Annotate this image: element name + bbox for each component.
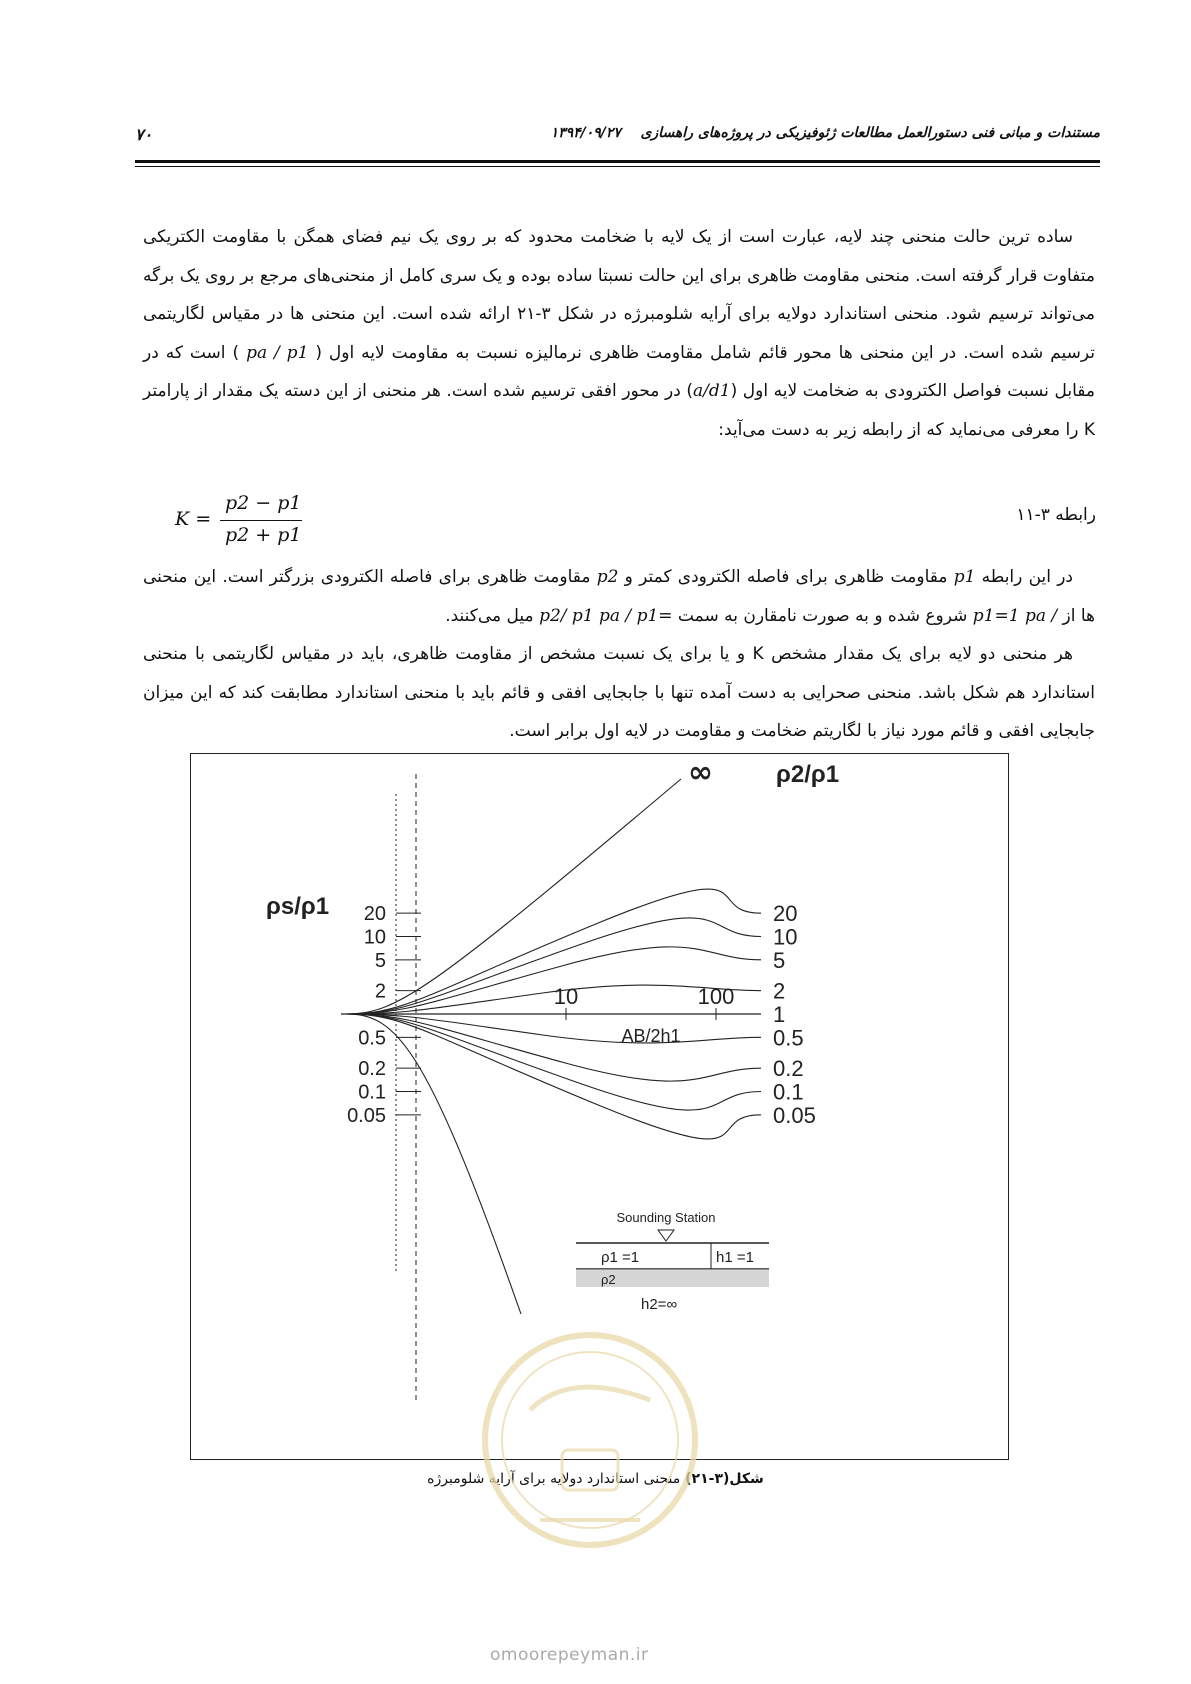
series-label: 5: [773, 947, 786, 973]
header-rule-thick: [135, 160, 1100, 163]
y-tick-label: 5: [374, 949, 386, 972]
fraction-bar: [220, 520, 302, 521]
inset-station-label: Sounding Station: [616, 1210, 716, 1225]
x-tick-label: 100: [697, 984, 735, 1009]
equation-numerator: p2 − p1: [225, 492, 302, 514]
p2-math-p1: p1: [953, 567, 976, 587]
label-group: [266, 755, 839, 1128]
y-tick-label: 0.05: [347, 1104, 386, 1127]
series-label: 0.5: [773, 1025, 804, 1051]
p2-text-2: مقاومت ظاهری برای فاصله الکترودی کمتر و: [624, 567, 948, 587]
curve-0.05: [346, 1014, 761, 1139]
paragraph-1-b: ) است که در مقابل نسبت فواصل الکترودی به ضخامت لایه اول (: [143, 342, 1095, 401]
equation-label: رابطه ۳-۱۱: [1016, 505, 1096, 525]
paragraph-1-c: ) در محور افقی ترسیم شده است. هر منحنی از این دسته یک مقدار از پارامتر K را معرفی می‌نماید که از رابطه زیر به دست می‌آید:: [143, 381, 1095, 440]
y-tick-label: 0.1: [358, 1081, 386, 1104]
header-date: ۱۳۹۴/۰۹/۲۷: [550, 125, 621, 141]
paragraph-2-3: [143, 558, 1095, 751]
math-a-d1: a/d1: [693, 381, 731, 401]
header-title: [551, 125, 1100, 141]
page-number: ۷۰: [135, 125, 153, 144]
inset-h2: h2=∞: [641, 1296, 678, 1313]
series-label: 0.1: [773, 1079, 804, 1105]
curve-0.2: [346, 1014, 761, 1081]
p2-math-m2: p2/ p1 pa / p1=: [539, 605, 673, 626]
series-label: 1: [773, 1002, 786, 1027]
inset-diagram: [576, 1210, 769, 1313]
paragraph-2: [143, 558, 1095, 635]
paragraph-3: هر منحنی دو لایه برای یک مقدار مشخص K و یا برای یک نسبت مشخص از مقاومت ظاهری، باید در مقیاس لگاریتمی با منحنی استاندارد هم شکل باشد. منحنی صحرایی به دست آمده تنها با جابجایی افقی و قائم باید با منحنی استاندارد مطابقت کند که این میزان جابجایی افقی و قائم مورد نیاز با لگاریتم ضخامت و مقاومت در لایه اول برابر است.: [143, 644, 1095, 741]
page-header: [135, 125, 1100, 147]
curve-0.1: [346, 1014, 761, 1110]
p2-text-3: مقاومت ظاهری برای فاصله الکترودی بزرگتر است. این منحنی ها از: [143, 567, 1095, 626]
series-label: 2: [773, 978, 786, 1004]
station-triangle-icon: [658, 1230, 674, 1241]
header-title-text: مستندات و مبانی فنی دستورالعمل مطالعات ژئوفیزیکی در پروژه‌های راهسازی: [640, 125, 1100, 141]
equation-k: [175, 492, 335, 550]
watermark-site: omoorepeyman.ir: [490, 1645, 649, 1665]
inset-h1: h1 =1: [716, 1249, 754, 1266]
equation-lhs: K =: [175, 508, 212, 530]
header-rule-thin: [135, 166, 1100, 167]
y-tick-label: 2: [374, 980, 386, 1003]
math-pa-p1: pa / p1: [246, 342, 309, 363]
y-tick-label: 20: [363, 903, 386, 926]
p2-text-5: میل می‌کنند.: [445, 605, 534, 626]
paragraph-1: [143, 218, 1095, 449]
y-tick-label: 0.5: [358, 1027, 386, 1050]
caption-prefix: شکل(۳-۲۱): [685, 1471, 764, 1487]
inset-rho1: ρ1 =1: [601, 1249, 640, 1266]
x-tick-label: 10: [553, 984, 579, 1009]
series-label: 0.05: [773, 1102, 816, 1128]
y-tick-label: 10: [363, 926, 386, 949]
right-header-label: ρ2/ρ1: [776, 761, 840, 788]
caption-text: منحنی استاندارد دولایه برای آرایه شلومبرژه: [427, 1471, 681, 1487]
watermark-seal: [470, 1320, 710, 1580]
equation-denominator: p2 + p1: [225, 524, 302, 546]
y-axis-label: ρs/ρ1: [266, 893, 330, 920]
p2-math-p2: p2: [596, 567, 619, 587]
series-label: 0.2: [773, 1056, 804, 1082]
curve-group: [346, 779, 761, 1314]
p2-text-1: در این رابطه: [981, 567, 1073, 587]
series-label: 20: [773, 901, 798, 927]
inset-rho2: ρ2: [601, 1272, 616, 1287]
series-label: 10: [773, 924, 798, 950]
x-axis-label: AB/2h1: [621, 1026, 681, 1046]
y-tick-label: 0.2: [358, 1058, 386, 1081]
p2-text-4: شروع شده و به صورت نامقارن به سمت: [677, 605, 968, 626]
paragraph-1-a: ساده ترین حالت منحنی چند لایه، عبارت است از یک لایه با ضخامت محدود که بر روی یک نیم فضای همگن با مقاومت الکتریکی متفاوت قرار گرفته است. منحنی مقاومت ظاهری برای این حالت نسبتا ساده بوده و یک سری کامل از منحنی‌های مرجع بر روی یک برگه می‌تواند ترسیم شود. منحنی استاندارد دولایه برای آرایه شلومبرژه در شکل ۳-۲۱ ارائه شده است. این منحنی ها در مقیاس لگاریتمی ترسیم شده است. در این منحنی ها محور قائم شامل مقاومت ظاهری نرمالیزه نسبت به مقاومت لایه اول (: [143, 227, 1096, 363]
p2-math-m1: p1=1 pa /: [972, 605, 1058, 626]
axes-group: [341, 774, 761, 1404]
infinity-label: ∞: [688, 755, 713, 790]
curve-0.5: [346, 1014, 761, 1043]
